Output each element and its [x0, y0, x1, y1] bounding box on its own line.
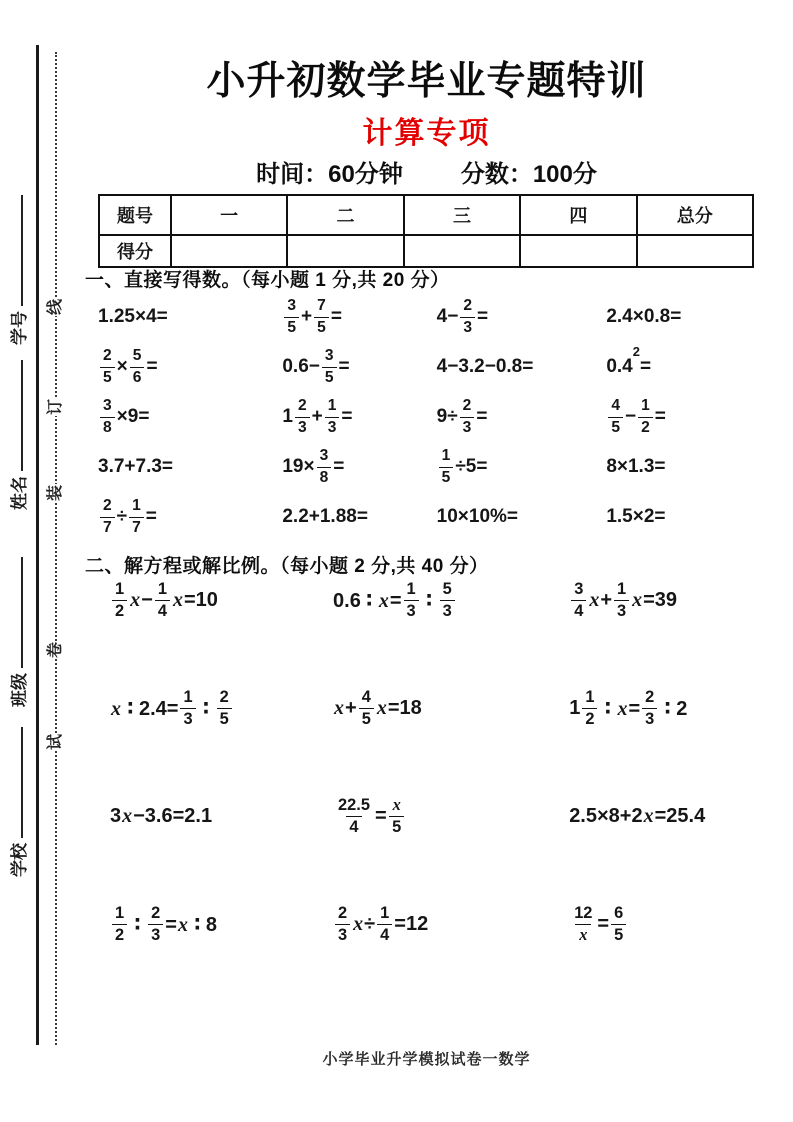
- fraction: $\frac{3}{5}$: [284, 298, 299, 335]
- score-table-header: 四: [520, 195, 636, 235]
- score-table: [98, 194, 754, 268]
- problem: 9÷ $\frac{2}{3}$ =: [436, 397, 488, 436]
- fraction: $\frac{2}{3}$: [460, 398, 475, 435]
- section-1-heading: 一、直接写得数。（每小题 1 分,共 20 分）: [85, 270, 450, 291]
- fraction: $\frac{22.5}{4}$: [338, 795, 370, 836]
- fraction: $\frac{2}{5}$: [100, 348, 115, 385]
- fraction: $\frac{2}{3}$: [642, 689, 657, 728]
- problem: 2.5×8+2x=25.4: [569, 804, 706, 827]
- score-table-header: 总分: [637, 195, 753, 235]
- problem: $\frac{3}{5}$ + $\frac{7}{5}$ =: [282, 292, 436, 342]
- fraction: $\frac{2}{3}$: [460, 298, 475, 335]
- problem: $\frac{1}{2}$ ∶ $\frac{2}{3}$ =x ∶ 8: [110, 870, 333, 978]
- score-row-label: 得分: [99, 235, 171, 267]
- fill-in-line: [21, 195, 23, 306]
- problem: 0.6 ∶ x= $\frac{1}{3}$ ∶ $\frac{5}{3}$: [333, 546, 569, 654]
- fraction: $\frac{2}{3}$: [335, 905, 350, 944]
- problem: 4− $\frac{2}{3}$ =: [436, 297, 489, 336]
- sidebar-field-class: [4, 557, 30, 707]
- sidebar-field-school: [4, 727, 30, 877]
- binding-line-char: 卷: [45, 641, 67, 659]
- score-cell: [637, 235, 753, 267]
- fraction: $\frac{1}{3}$: [404, 581, 419, 620]
- problem: $\frac{2}{5}$ × $\frac{5}{6}$ =: [98, 342, 282, 392]
- fraction: $\frac{1}{4}$: [155, 581, 170, 620]
- problem: $\frac{4}{5}$ − $\frac{1}{2}$ =: [606, 392, 766, 442]
- fill-in-line: [21, 557, 23, 668]
- score-table-header-row: [99, 195, 753, 235]
- fraction: $\frac{4}{5}$: [608, 398, 623, 435]
- problem: 0.6− $\frac{3}{5}$ =: [282, 347, 350, 386]
- problem: 3x−3.6=2.1: [110, 804, 213, 827]
- problem: $\frac{22.5}{4}$ = $\frac{x}{5}$: [333, 762, 569, 870]
- fraction: $\frac{1}{4}$: [377, 905, 392, 944]
- binding-line-char: 试: [45, 733, 67, 751]
- fraction: $\frac{1}{2}$: [582, 689, 597, 728]
- problem: 4−3.2−0.8=: [436, 356, 534, 377]
- meta-line: [85, 154, 768, 189]
- page-footer: 小学毕业升学模拟试卷一数学: [322, 1051, 531, 1068]
- paper-title: 小升初数学毕业专题特训: [206, 60, 647, 103]
- fraction: $\frac{3}{4}$: [571, 581, 586, 620]
- fill-in-line: [21, 360, 23, 471]
- score-table-header: 三: [404, 195, 520, 235]
- problem: $\frac{1}{2}$ x− $\frac{1}{4}$ x=10: [110, 546, 333, 654]
- fraction: $\frac{3}{8}$: [100, 398, 115, 435]
- fraction: $\frac{3}{8}$: [317, 448, 332, 485]
- problem: $\frac{12}{x}$ = $\frac{6}{5}$: [569, 870, 766, 978]
- score-cell: [171, 235, 287, 267]
- score-label: 分数：100分: [460, 161, 597, 188]
- problem: 2.4×0.8=: [606, 306, 682, 327]
- fraction: $\frac{5}{6}$: [130, 348, 145, 385]
- fraction: $\frac{7}{5}$: [314, 298, 329, 335]
- problem: 1 $\frac{1}{2}$ ∶ x= $\frac{2}{3}$ ∶ 2: [569, 687, 688, 728]
- sidebar-field-label: 学校: [9, 843, 29, 877]
- problem: $\frac{3}{8}$ ×9=: [98, 392, 282, 442]
- fraction: $\frac{6}{5}$: [611, 905, 626, 944]
- score-cell: [404, 235, 520, 267]
- problem: 1.5×2=: [606, 506, 666, 527]
- score-cell: [287, 235, 403, 267]
- fraction: $\frac{1}{5}$: [439, 448, 454, 485]
- section-1-problems: [98, 292, 766, 542]
- sidebar-field-label: 班级: [9, 673, 29, 707]
- fraction: $\frac{3}{5}$: [322, 348, 337, 385]
- binding-line: [55, 52, 57, 1045]
- fraction: $\frac{1}{2}$: [112, 905, 127, 944]
- fraction: $\frac{4}{5}$: [359, 689, 374, 728]
- binding-line-char: 线: [45, 298, 67, 316]
- problem: 2.2+1.88=: [282, 506, 368, 527]
- binding-line-char: 订: [45, 398, 67, 416]
- score-table-header: 二: [287, 195, 403, 235]
- score-table-header: 一: [171, 195, 287, 235]
- sidebar-field-name: [4, 360, 30, 510]
- fraction: $\frac{2}{3}$: [295, 398, 310, 435]
- fraction: $\frac{x}{5}$: [389, 797, 405, 836]
- fraction: $\frac{12}{x}$: [574, 903, 593, 944]
- fraction: $\frac{5}{3}$: [440, 581, 455, 620]
- page-edge-line: [36, 45, 39, 1045]
- fraction: $\frac{1}{7}$: [129, 498, 144, 535]
- problem: x+ $\frac{4}{5}$ x=18: [334, 687, 422, 728]
- paper-subtitle: 计算专项: [362, 117, 491, 150]
- binding-line-char: 装: [45, 484, 67, 502]
- fraction: $\frac{2}{5}$: [217, 689, 232, 728]
- problem: $\frac{3}{4}$ x+ $\frac{1}{3}$ x=39: [569, 546, 766, 654]
- section-2-heading: 二、解方程或解比例。（每小题 2 分,共 40 分）: [85, 556, 489, 577]
- fill-in-line: [21, 727, 23, 838]
- fraction: $\frac{1}{3}$: [325, 398, 340, 435]
- sidebar-field-label: 学号: [9, 311, 29, 345]
- fraction: $\frac{2}{3}$: [148, 905, 163, 944]
- problem: 3.7+7.3=: [98, 456, 174, 477]
- problem: 0.4 $^2$ =: [606, 344, 652, 377]
- sidebar-field-label: 姓名: [9, 476, 29, 510]
- problem: 19× $\frac{3}{8}$ =: [282, 447, 345, 486]
- score-table-score-row: [99, 235, 753, 267]
- fraction: $\frac{1}{2}$: [638, 398, 653, 435]
- problem: 1 $\frac{2}{3}$ + $\frac{1}{3}$ =: [282, 397, 353, 436]
- problem: 10×10%=: [436, 506, 519, 527]
- time-label: 时间：60分钟: [256, 161, 403, 188]
- problem: $\frac{2}{7}$ ÷ $\frac{1}{7}$ =: [98, 492, 282, 542]
- problem: $\frac{2}{3}$ x÷ $\frac{1}{4}$ =12: [333, 870, 569, 978]
- problem: 1.25×4=: [98, 306, 168, 327]
- fraction: $\frac{2}{7}$: [100, 498, 115, 535]
- fraction: $\frac{1}{3}$: [180, 689, 195, 728]
- section-2-problems: [110, 546, 766, 978]
- problem: x ∶ 2.4= $\frac{1}{3}$ ∶ $\frac{2}{5}$: [110, 654, 333, 762]
- score-cell: [520, 235, 636, 267]
- problem: $\frac{1}{5}$ ÷5=: [437, 442, 607, 492]
- sidebar-field-student-id: [4, 195, 30, 345]
- fraction: $\frac{1}{2}$: [112, 581, 127, 620]
- problem: 8×1.3=: [606, 456, 666, 477]
- fraction: $\frac{1}{3}$: [614, 581, 629, 620]
- score-table-header: 题号: [99, 195, 171, 235]
